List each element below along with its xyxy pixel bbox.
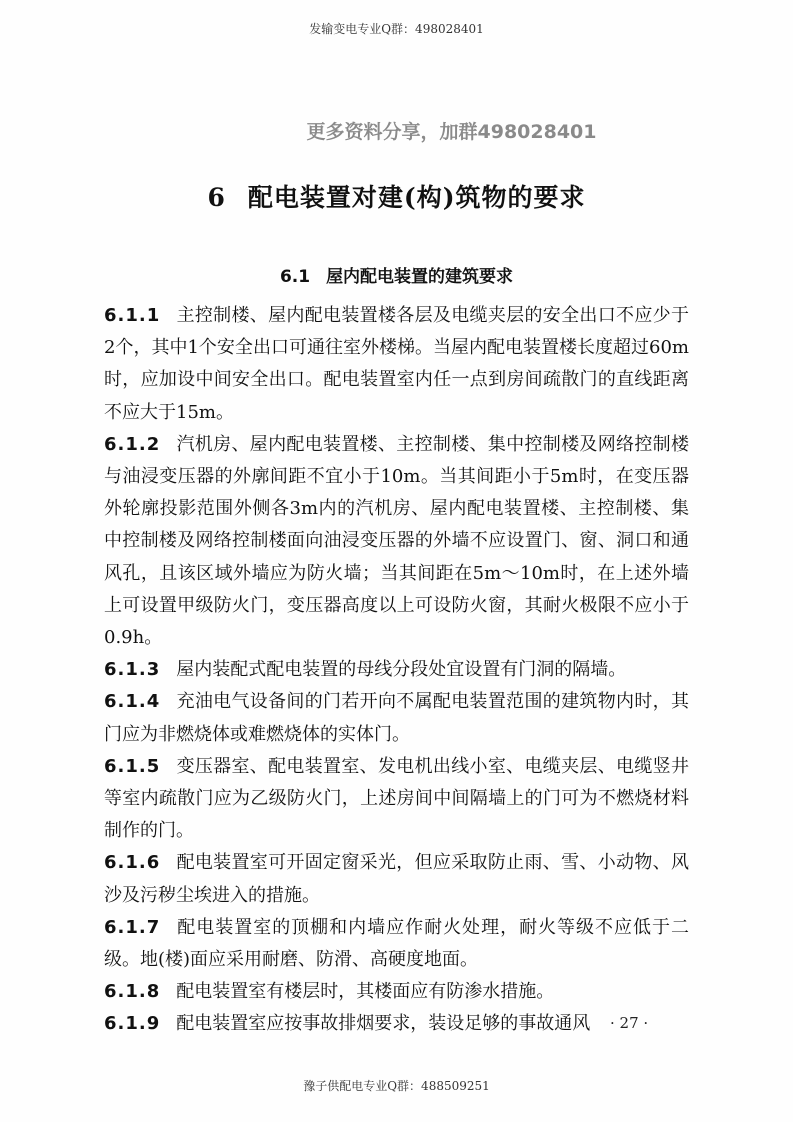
clause-6-1-8 — [104, 976, 689, 1008]
chapter-title-text: 配电装置对建(构)筑物的要求 — [247, 183, 586, 212]
section-number: 6.1 — [279, 267, 311, 287]
clause-6-1-3 — [104, 654, 689, 686]
clause-6-1-2 — [104, 429, 689, 654]
clause-number: 6.1.9 — [104, 1013, 161, 1035]
clause-text: 配电装置室应按事故排烟要求，装设足够的事故通风 — [176, 1013, 591, 1035]
footer-note: 豫子供配电专业Q群：488509251 — [303, 1079, 490, 1093]
page-number: · 27 · — [610, 1014, 649, 1032]
section-title-text: 屋内配电装置的建筑要求 — [326, 267, 514, 287]
clause-6-1-1 — [104, 300, 689, 429]
clause-number: 6.1.4 — [104, 691, 161, 713]
section-title — [0, 262, 793, 287]
clause-6-1-6 — [104, 847, 689, 911]
clause-text: 配电装置室可开固定窗采光，但应采取防止雨、雪、小动物、风沙及污秽尘埃进入的措施。 — [104, 852, 689, 906]
clause-number: 6.1.8 — [104, 981, 161, 1003]
clause-number: 6.1.3 — [104, 659, 161, 681]
clause-number: 6.1.5 — [104, 755, 161, 777]
chapter-title — [0, 178, 793, 214]
clause-number: 6.1.2 — [104, 433, 161, 455]
clause-number: 6.1.7 — [104, 916, 161, 938]
clause-6-1-7 — [104, 912, 689, 976]
clause-6-1-4 — [104, 686, 689, 750]
watermark-text: 更多资料分享，加群498028401 — [306, 121, 597, 143]
clause-text: 屋内装配式配电装置的母线分段处宜设置有门洞的隔墙。 — [176, 659, 627, 681]
clause-text: 汽机房、屋内配电装置楼、主控制楼、集中控制楼及网络控制楼与油浸变压器的外廓间距不宜小于10m。当其间距小于5m时，在变压器外轮廓投影范围外侧各3m内的汽机房、屋内配电装置楼、主控制楼、集中控制楼及网络控制楼面向油浸变压器的外墙不应设置门、窗、洞口和通风孔，且该区域外墙应为防火墙；当其间距在5m～10m时，在上述外墙上可设置甲级防火门，变压器高度以上可设防火窗，其耐火极限不应小于0.9h。 — [104, 433, 689, 649]
clause-text: 变压器室、配电装置室、发电机出线小室、电缆夹层、电缆竖井等室内疏散门应为乙级防火门，上述房间中间隔墙上的门可为不燃烧材料制作的门。 — [104, 755, 689, 842]
clause-number: 6.1.1 — [104, 305, 161, 326]
clause-text: 主控制楼、屋内配电装置楼各层及电缆夹层的安全出口不应少于2个，其中1个安全出口可通往室外楼梯。当屋内配电装置楼长度超过60m时，应加设中间安全出口。配电装置室内任一点到房间疏散门的直线距离不应大于15m。 — [104, 305, 689, 423]
clause-text: 配电装置室有楼层时，其楼面应有防渗水措施。 — [176, 981, 555, 1003]
clause-text: 充油电气设备间的门若开向不属配电装置范围的建筑物内时，其门应为非燃烧体或难燃烧体的实体门。 — [104, 691, 689, 745]
chapter-number: 6 — [207, 183, 226, 212]
clause-list — [104, 300, 689, 1041]
clause-text: 配电装置室的顶棚和内墙应作耐火处理，耐火等级不应低于二级。地(楼)面应采用耐磨、防滑、高硬度地面。 — [104, 916, 689, 971]
clause-6-1-9 — [104, 1008, 689, 1040]
header-note: 发输变电专业Q群：498028401 — [309, 22, 484, 36]
clause-6-1-5 — [104, 751, 689, 848]
clause-number: 6.1.6 — [104, 852, 161, 874]
